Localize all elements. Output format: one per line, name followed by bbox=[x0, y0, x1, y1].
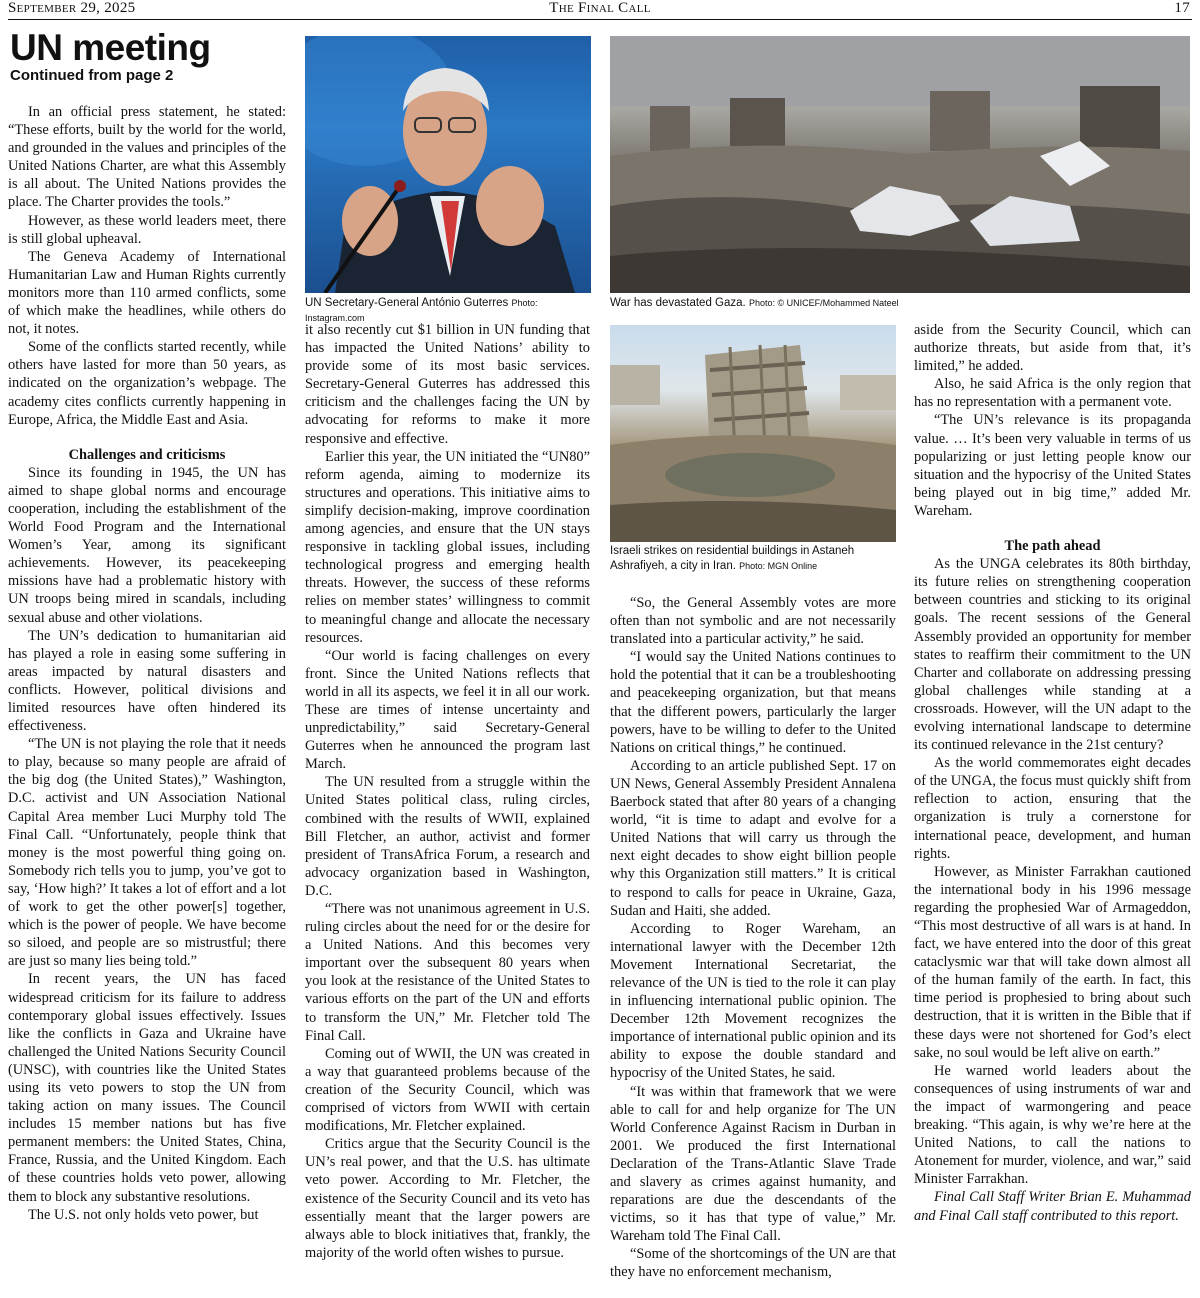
article-headline: UN meeting bbox=[10, 27, 211, 68]
body-paragraph: “It was within that framework that we were able to call for and help organize for The UN World Conference Against Racism in Durban in 2001. We produced the first International Declaration of the Trans-Atlantic Slave Trade and slavery as crimes against humanity, and reparations are due the descendants of the victims, so it has that type of value,” Mr. Wareham told The Final Call. bbox=[610, 1083, 896, 1245]
body-paragraph: it also recently cut $1 billion in UN funding that has impacted the United Nations’ ability to provide some of its most basic services. Secretary-General Guterres has addressed this criticism and the challenges facing the UN by advocating for reforms to make it more responsive and effective. bbox=[305, 322, 590, 447]
section-subhead: Challenges and criticisms bbox=[68, 446, 226, 463]
issue-date: September 29, 2025 bbox=[8, 0, 136, 16]
article-column-2 bbox=[305, 321, 590, 1262]
photo-guterres bbox=[305, 36, 591, 293]
body-paragraph: Some of the conflicts started recently, while others have lasted for more than 50 years, as indicated on the organization’s webpage. The academy cites conflicts currently happening in Europe, Africa, the Middle East and Asia. bbox=[8, 339, 286, 428]
caption-text: UN Secretary-General António Guterres bbox=[305, 297, 509, 309]
body-paragraph: “I would say the United Nations continues to hold the potential that it can be a troubleshooting and peacekeeping organization, but that means that the different powers, particularly the larger powers, have to be willing to defer to the United Nations on critical things,” he continued. bbox=[610, 649, 896, 756]
article-column-3 bbox=[610, 594, 896, 1282]
photo-caption-iran bbox=[610, 544, 900, 574]
body-paragraph: “Our world is facing challenges on every front. Since the United Nations reflects that world in all its aspects, we feel it in all our work. These are times of intense uncertainty and unpredictability,” said Secretary-General Guterres when he announced the program last March. bbox=[305, 647, 590, 773]
body-paragraph: He warned world leaders about the consequences of using instruments of war and the impact of warmongering and peace breaking. “This again, is why we’re here at the United Nations, to call the nations to Atonement for murder, violence, and war,” said Minister Farrakhan. bbox=[914, 1062, 1191, 1188]
body-paragraph: The U.S. not only holds veto power, but bbox=[28, 1206, 259, 1223]
caption-text: War has devastated Gaza. bbox=[610, 297, 746, 309]
article-column-4 bbox=[914, 321, 1191, 1225]
body-paragraph: Also, he said Africa is the only region that has no representation with a permanent vote. bbox=[914, 376, 1191, 411]
body-paragraph: According to Roger Wareham, an international lawyer with the December 12th Movement International Secretariat, the relevance of the UN is tied to the role it can play in influencing international public opinion. The December 12th Movement recognizes the importance of international public opinion and its ability to expose the double standard and hypocrisy of the United States, he said. bbox=[610, 920, 896, 1082]
body-paragraph: As the world commemorates eight decades of the UNGA, the focus must quickly shift from reflection to action, ensuring that the organization is truly a cornerstone for international peace, development, and human rights. bbox=[914, 755, 1191, 862]
body-paragraph: The UN resulted from a struggle within the United States political class, ruling circles, combined with the results of WWII, explained Bill Fletcher, an author, activist and former president of TransAfrica Forum, a research and advocacy organization based in Washington, D.C. bbox=[305, 774, 590, 899]
body-paragraph: In recent years, the UN has faced widespread criticism for its failure to address contemporary global issues effectively. Issues like the conflicts in Gaza and Ukraine have challenged the United Nations Security Council (UNSC), with countries like the United States using its veto powers to stop the UN from taking action on many issues. The Council includes 15 member nations but has five permanent members: the United States, China, France, Russia, and the United Kingdom. Each of these countries holds veto power, allowing them to block any substantive resolutions. bbox=[8, 971, 286, 1205]
contributor-credit: Final Call Staff Writer Brian E. Muhammad and Final Call staff contributed to this report. bbox=[914, 1189, 1191, 1224]
photo-gaza-destruction bbox=[610, 36, 1190, 293]
body-paragraph: The Geneva Academy of International Humanitarian Law and Human Rights currently monitors more than 110 armed conflicts, some of which make the headlines, while others do not, it notes. bbox=[8, 248, 286, 338]
body-paragraph: The UN’s dedication to humanitarian aid has played a role in easing some suffering in areas impacted by natural disasters and conflicts. However, political divisions and limited resources have often hindered its effectiveness. bbox=[8, 627, 286, 735]
photo-credit: Photo: Instagram.com bbox=[305, 298, 538, 323]
body-paragraph: “So, the General Assembly votes are more often than not symbolic and are not necessarily translated into a particular activity,” he said. bbox=[610, 595, 896, 648]
photo-credit: Photo: © UNICEF/Mohammed Nateel bbox=[748, 298, 899, 308]
body-paragraph: Since its founding in 1945, the UN has aimed to shape global norms and encourage cooperation, including the establishment of the World Food Program and the International Women’s Year, among its significant achievements. However, its peacekeeping missions have had a problematic history with UN troops being mired in scandals, including sexual abuse and other violations. bbox=[8, 464, 286, 626]
continued-from-label: Continued from page 2 bbox=[10, 67, 174, 84]
body-paragraph: aside from the Security Council, which can authorize threats, but aside from that, it’s limited,” he added. bbox=[914, 322, 1191, 375]
body-paragraph: However, as Minister Farrakhan cautioned the international body in his 1996 message regarding the prophesied War of Armageddon, “This most destructive of all wars is at hand. In fact, we have entered into the door of this great cataclysmic war that will take down almost all of the human family of the earth. In fact, this time period is prophesied to bring about such destruction, that it is written in the Bible that if these days were not shortened for God’s elect sake, no soul would be left alive on earth.” bbox=[914, 863, 1191, 1061]
body-paragraph: According to an article published Sept. 17 on UN News, General Assembly President Annalena Baerbock stated that after 80 years of a changing world, “it is time to adapt and evolve for a United Nations that will carry us through the next eight decades to show eight billion people why this Organization still matters.” It is critical to respond to calls for peace in Ukraine, Gaza, Sudan and Haiti, she added. bbox=[610, 757, 896, 919]
body-paragraph: “The UN is not playing the role that it needs to play, because so many people are afraid of the big dog (the United States),” Washington, D.C. activist and UN Association National Capital Area member Luci Murphy told The Final Call. “Unfortunately, people think that money is the most powerful thing going on. Somebody rich tells you to jump, you’ve got to say, ‘How high?’ It takes a lot of effort and a lot of work to get the other power[s] together, which is the power of people. We have become so siloed, and people are so mistrustful; there are just so many lies being told.” bbox=[8, 736, 286, 970]
body-paragraph: Earlier this year, the UN initiated the “UN80” reform agenda, aiming to modernize its structures and operations. This initiative aims to simplify decision-making, improve coordination among agencies, and ensure that the UN stays responsive in tackling global issues, including technological progress and emerging health threats. However, the success of these reforms relies on member states’ willingness to commit to meaningful change and allocate the necessary resources. bbox=[305, 448, 590, 646]
article-column-1 bbox=[8, 103, 286, 1224]
body-paragraph: “The UN’s relevance is its propaganda value. … It’s been very valuable in terms of us popularizing or just letting people know our situation and the hypocrisy of the United States being played out in big time,” added Mr. Wareham. bbox=[914, 412, 1191, 519]
body-paragraph: Critics argue that the Security Council is the UN’s real power, and that the U.S. has ultimate veto power. According to Mr. Fletcher, the existence of the Security Council and its veto has essentially meant that the larger powers are always able to block initiatives that, frankly, the majority of the world often wishes to pursue. bbox=[305, 1136, 590, 1261]
photo-iran-strike bbox=[610, 325, 896, 542]
page-header bbox=[8, 0, 1192, 20]
publication-name: The Final Call bbox=[549, 0, 651, 16]
photo-credit: Photo: MGN Online bbox=[739, 561, 818, 571]
body-paragraph: As the UNGA celebrates its 80th birthday, its future relies on strengthening cooperation between countries and sticking to its original goals. The recent sessions of the General Assembly provided an opportunity for member states to reaffirm their commitment to the UN Charter and collaborate on addressing pressing global challenges while standing at a crossroads. However, will the UN adapt to the evolving international landscape to determine its continued relevance in the 21st century? bbox=[914, 556, 1191, 754]
body-paragraph: Coming out of WWII, the UN was created in a way that guaranteed problems because of the creation of the Security Council, which was comprised of victors from WWII with certain modifications, Mr. Fletcher explained. bbox=[305, 1045, 590, 1135]
body-paragraph: “There was not unanimous agreement in U.S. ruling circles about the need for or the desire for a United Nations. And this becomes very important over the subsequent 80 years when you look at the resistance of the United States to various efforts on the part of the UN and efforts to transform the UN,” Mr. Fletcher told The Final Call. bbox=[305, 901, 590, 1044]
page-number: 17 bbox=[1174, 0, 1190, 16]
section-subhead: The path ahead bbox=[1004, 538, 1101, 555]
body-paragraph: “Some of the shortcomings of the UN are that they have no enforcement mechanism, bbox=[610, 1246, 896, 1281]
caption-text: Israeli strikes on residential buildings in Astaneh Ashrafiyeh, a city in Iran. bbox=[610, 545, 855, 572]
body-paragraph: In an official press statement, he stated: “These efforts, built by the world for the world, and grounded in the values and principles of the United Nations Charter, are what this Assembly is all about. The United Nations provides the place. The Charter provides the tools.” bbox=[8, 104, 286, 211]
body-paragraph: However, as these world leaders meet, there is still global upheaval. bbox=[8, 212, 286, 247]
photo-caption-gaza bbox=[610, 296, 1190, 311]
